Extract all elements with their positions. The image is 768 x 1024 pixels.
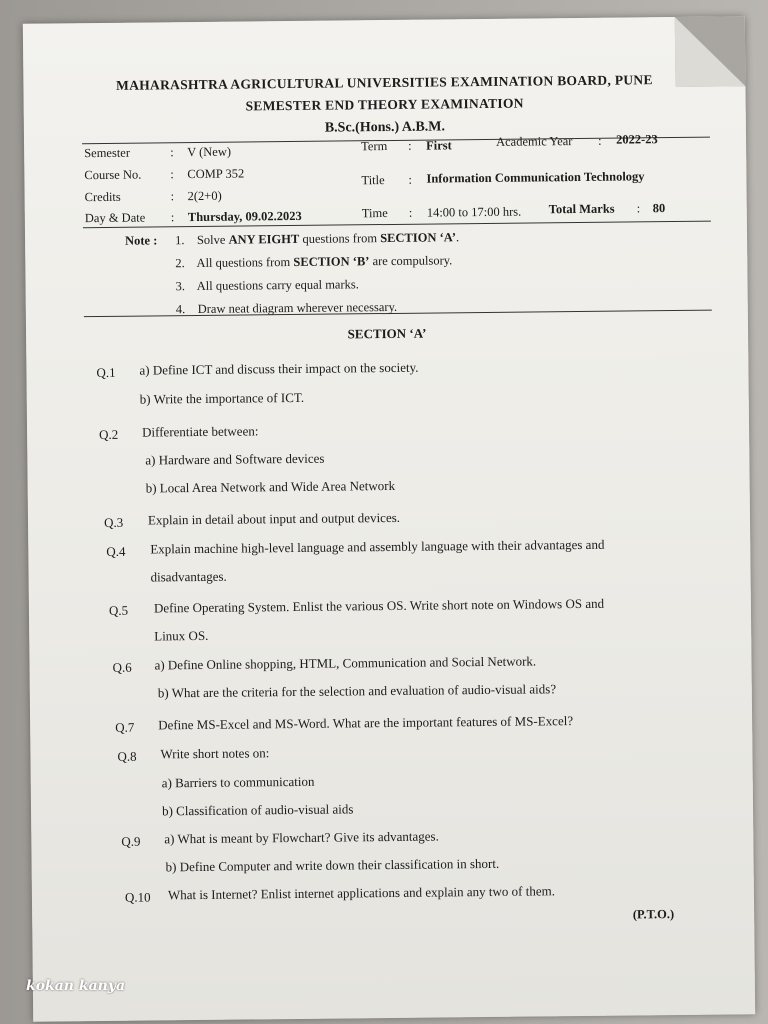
question-text: Write short notes on: bbox=[160, 745, 270, 762]
note-text: Solve bbox=[196, 232, 229, 247]
semester-label: Semester bbox=[84, 145, 131, 161]
credits-label: Credits bbox=[84, 189, 121, 205]
note-emphasis: SECTION ‘A’ bbox=[380, 230, 457, 246]
question-number: Q.2 bbox=[99, 426, 119, 443]
note-item bbox=[175, 253, 452, 271]
term-label: Term bbox=[361, 138, 388, 154]
question-text: Linux OS. bbox=[154, 627, 209, 644]
question-number: Q.4 bbox=[106, 543, 126, 559]
semester-value: V (New) bbox=[187, 144, 232, 160]
question-text: b) Classification of audio-visual aids bbox=[161, 801, 354, 819]
colon: : bbox=[408, 138, 412, 153]
marks-label: Total Marks bbox=[548, 201, 615, 217]
colon: : bbox=[636, 201, 641, 216]
question-text: Define MS-Excel and MS-Word. What are the important features of MS-Excel? bbox=[158, 713, 574, 733]
question-text: a) Hardware and Software devices bbox=[145, 450, 325, 468]
question-text: b) What are the criteria for the selection and evaluation of audio-visual aids? bbox=[157, 681, 557, 701]
question-text: Explain in detail about input and output devices. bbox=[147, 509, 401, 528]
note-number: 1. bbox=[174, 233, 185, 248]
colon: : bbox=[408, 172, 413, 187]
marks-value: 80 bbox=[652, 201, 666, 216]
question-text: Explain machine high-level language and assembly language with their advantages and bbox=[150, 536, 605, 557]
note-text: questions from bbox=[299, 231, 381, 246]
question-text: disadvantages. bbox=[150, 568, 227, 585]
note-number: 4. bbox=[175, 302, 186, 317]
note-number: 3. bbox=[175, 279, 185, 294]
note-text: . bbox=[455, 230, 460, 245]
note-number: 2. bbox=[175, 256, 185, 271]
note-emphasis: ANY EIGHT bbox=[228, 231, 300, 247]
exam-title: SEMESTER END THEORY EXAMINATION bbox=[245, 95, 524, 114]
question-text: b) Write the importance of ICT. bbox=[139, 389, 305, 407]
question-text: b) Define Computer and write down their classification in short. bbox=[165, 855, 500, 875]
question-number: Q.1 bbox=[96, 364, 116, 381]
note-emphasis: SECTION ‘B’ bbox=[293, 254, 370, 269]
term-value: First bbox=[426, 138, 452, 153]
year-label: Academic Year bbox=[495, 134, 573, 149]
question-text: a) What is meant by Flowchart? Give its advantages. bbox=[164, 828, 439, 847]
day-value: Thursday, 09.02.2023 bbox=[187, 208, 302, 225]
title-label: Title bbox=[361, 173, 385, 188]
credits-value: 2(2+0) bbox=[187, 188, 222, 204]
board-title: MAHARASHTRA AGRICULTURAL UNIVERSITIES EXAMINATION BOARD, PUNE bbox=[116, 72, 653, 93]
title-value: Information Communication Technology bbox=[426, 169, 645, 186]
question-number: Q.10 bbox=[124, 889, 151, 905]
divider-mid bbox=[83, 221, 711, 229]
question-text: b) Local Area Network and Wide Area Network bbox=[145, 477, 396, 496]
colon: : bbox=[408, 205, 413, 220]
note-item bbox=[175, 230, 459, 248]
question-text: a) Define Online shopping, HTML, Communication and Social Network. bbox=[154, 653, 537, 673]
question-number: Q.7 bbox=[115, 719, 135, 735]
section-title: SECTION ‘A’ bbox=[347, 325, 427, 342]
day-label: Day & Date bbox=[84, 210, 146, 226]
note-item bbox=[175, 277, 358, 294]
degree-title: B.Sc.(Hons.) A.B.M. bbox=[324, 119, 446, 136]
year-value: 2022-23 bbox=[615, 132, 658, 147]
pto-note: (P.T.O.) bbox=[632, 907, 675, 922]
question-number: Q.5 bbox=[108, 602, 129, 618]
note-text: are compulsory. bbox=[369, 253, 453, 269]
time-label: Time bbox=[361, 205, 388, 221]
colon: : bbox=[170, 167, 174, 182]
course-label: Course No. bbox=[84, 167, 142, 183]
note-text: All questions carry equal marks. bbox=[196, 277, 359, 294]
colon: : bbox=[170, 189, 175, 204]
colon: : bbox=[170, 210, 175, 225]
question-text: Define Operating System. Enlist the various OS. Write short note on Windows OS and bbox=[153, 595, 605, 616]
course-value: COMP 352 bbox=[187, 166, 245, 182]
note-label: Note : bbox=[124, 233, 158, 248]
question-number: Q.6 bbox=[112, 659, 132, 675]
watermark: kokan kanya bbox=[26, 978, 126, 994]
note-text: Draw neat diagram wherever necessary. bbox=[197, 299, 398, 316]
question-text: a) Barriers to communication bbox=[161, 773, 315, 791]
question-text: Differentiate between: bbox=[141, 423, 259, 440]
question-text: a) Define ICT and discuss their impact on the society. bbox=[139, 359, 419, 378]
question-number: Q.9 bbox=[121, 833, 141, 849]
question-number: Q.3 bbox=[103, 514, 124, 530]
question-text: What is Internet? Enlist internet applications and explain any two of them. bbox=[167, 883, 555, 903]
exam-paper bbox=[23, 16, 755, 1022]
time-value: 14:00 to 17:00 hrs. bbox=[426, 204, 522, 220]
colon: : bbox=[597, 133, 602, 148]
note-text: All questions from bbox=[196, 254, 294, 271]
colon: : bbox=[170, 145, 174, 160]
question-number: Q.8 bbox=[117, 748, 137, 764]
